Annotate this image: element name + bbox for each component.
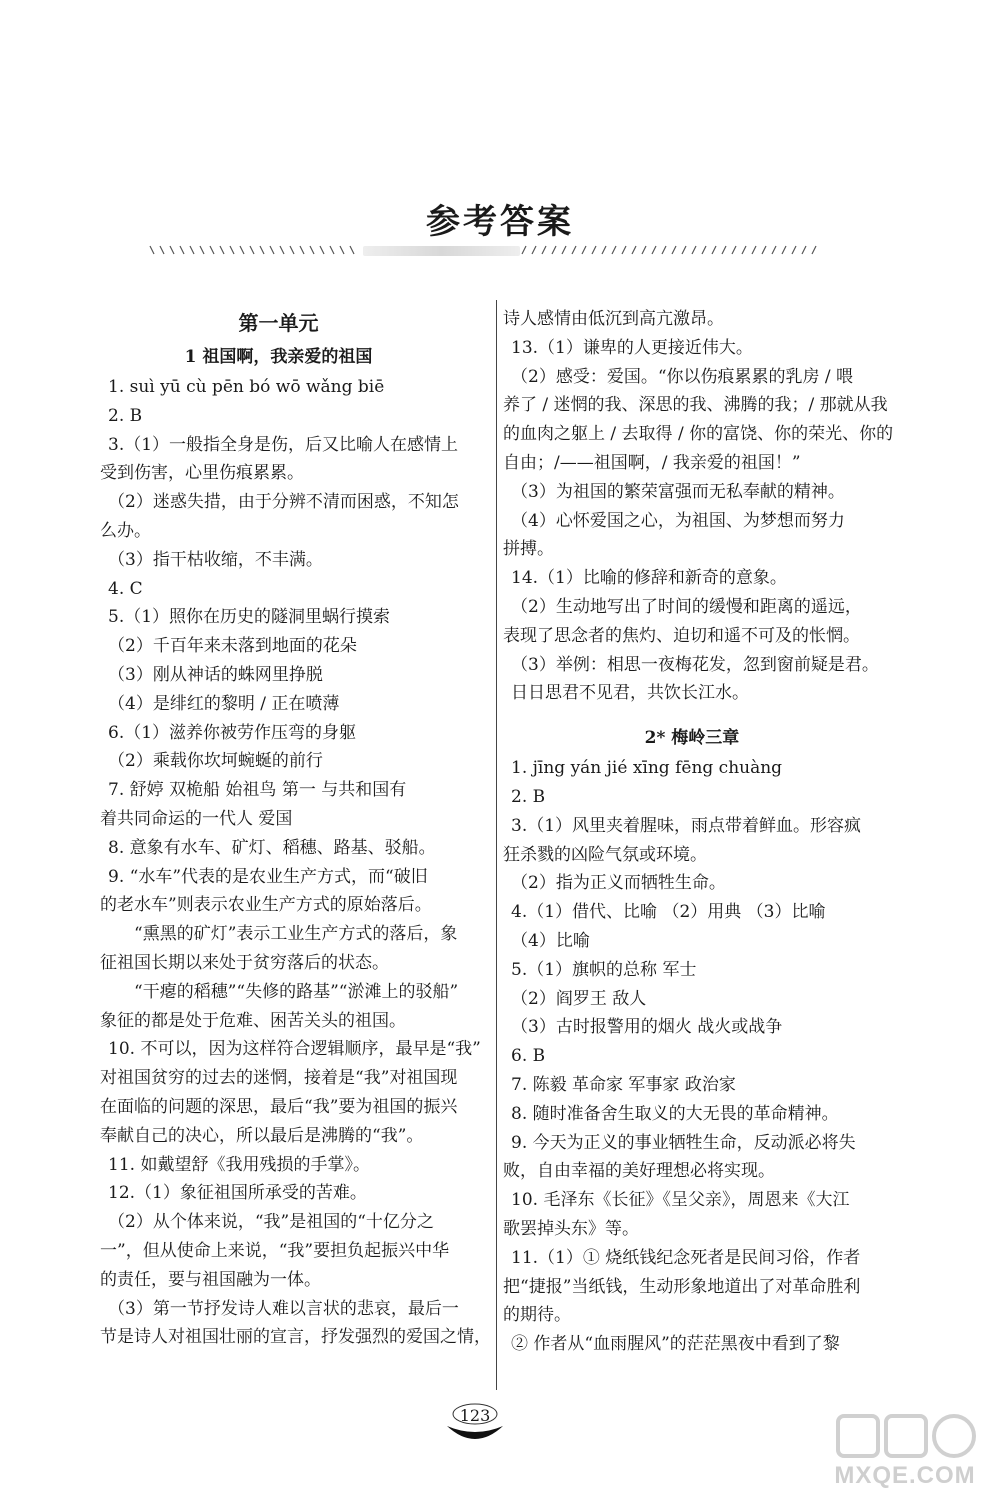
answer-line: （2）千百年来未落到地面的花朵 xyxy=(108,636,357,657)
watermark-text: MXQE.COM xyxy=(834,1462,976,1489)
answer-line: （2）迷惑失措，由于分辨不清而困惑，不知怎 xyxy=(108,492,459,513)
page-number: 123 xyxy=(459,1406,491,1425)
answer-line: 1. suì yū cù pēn bó wō wǎng biē xyxy=(108,377,385,397)
page-title: 参考答案 xyxy=(426,202,574,242)
answer-line: 11. 如戴望舒《我用残损的手掌》。 xyxy=(108,1154,370,1175)
watermark-logo xyxy=(830,1410,980,1490)
answer-line: （2）阎罗王 敌人 xyxy=(511,988,647,1009)
answer-line: 3.（1）风里夹着腥味，雨点带着鲜血。形容疯 xyxy=(511,815,862,836)
answer-line: 在面临的问题的深思，最后“我”要为祖国的振兴 xyxy=(100,1096,458,1117)
left-answer-column xyxy=(100,305,491,1352)
answer-line: 2. B xyxy=(511,786,546,807)
answer-line: 1. jīng yán jié xīng fēng chuàng xyxy=(511,758,783,779)
answer-line: 把“捷报”当纸钱，生动形象地道出了对革命胜利 xyxy=(503,1276,861,1297)
answer-line: （3）古时报警用的烟火 战火或战争 xyxy=(511,1017,783,1038)
column-divider xyxy=(496,300,497,1390)
answer-line: 受到伤害，心里伤痕累累。 xyxy=(100,463,304,484)
answer-line: （4）比喻 xyxy=(511,930,590,951)
answer-line: 拼搏。 xyxy=(503,539,554,560)
answer-line: 10. 毛泽东《长征》《呈父亲》，周恩来《大江 xyxy=(511,1190,850,1211)
answer-line: 的责任，要与祖国融为一体。 xyxy=(100,1269,321,1290)
answer-line: 4. C xyxy=(108,578,143,599)
answer-line: 么办。 xyxy=(100,520,151,541)
answer-line: 奉献自己的决心，所以最后是沸腾的“我”。 xyxy=(100,1125,424,1146)
answer-line: 养了 / 迷惘的我、深思的我、沸腾的我；/ 那就从我 xyxy=(503,395,888,416)
answer-line: 8. 随时准备舍生取义的大无畏的革命精神。 xyxy=(511,1103,839,1124)
answer-line: 的血肉之躯上 / 去取得 / 你的富饶、你的荣光、你的 xyxy=(503,424,894,445)
answer-line: 6. B xyxy=(511,1046,546,1067)
answer-line: 象征的都是处于危难、困苦关头的祖国。 xyxy=(100,1010,406,1031)
title-decoration-band xyxy=(363,246,520,256)
answer-line: 一”，但从使命上来说，“我”要担负起振兴中华 xyxy=(100,1240,450,1261)
answer-line: 的期待。 xyxy=(503,1305,571,1326)
spacer xyxy=(503,708,881,722)
title-decoration-right xyxy=(520,244,820,256)
answer-line: 7. 舒婷 双桅船 始祖鸟 第一 与共和国有 xyxy=(108,780,407,801)
answer-line: （2）感受：爱国。“你以伤痕累累的乳房 / 喂 xyxy=(511,366,854,387)
answer-line: 9. “水车”代表的是农业生产方式，而“破旧 xyxy=(108,866,428,887)
answer-line: 10. 不可以，因为这样符合逻辑顺序，最早是“我” xyxy=(108,1039,481,1060)
answer-line: （2）乘载你坎坷蜿蜒的前行 xyxy=(108,751,323,772)
section-heading: 2* 梅岭三章 xyxy=(644,728,740,749)
section-heading: 1 祖国啊，我亲爱的祖国 xyxy=(184,347,373,367)
answer-line: 6.（1）滋养你被劳作压弯的身躯 xyxy=(108,722,357,743)
page-number-badge xyxy=(435,1402,515,1446)
answer-line: 11.（1）① 烧纸钱纪念死者是民间习俗，作者 xyxy=(511,1247,861,1268)
answer-line: （3）为祖国的繁荣富强而无私奉献的精神。 xyxy=(511,481,845,502)
answer-line: “干瘪的稻穗”“失修的路基”“淤滩上的驳船” xyxy=(134,981,459,1002)
answer-line: （4）心怀爱国之心，为祖国、为梦想而努力 xyxy=(511,510,845,531)
answer-line: （2）指为正义而牺牲生命。 xyxy=(511,873,726,894)
answer-line: 狂杀戮的凶险气氛或环境。 xyxy=(503,844,707,865)
answer-line: 2. B xyxy=(108,405,143,426)
answer-line: （4）是绯红的黎明 / 正在喷薄 xyxy=(108,693,340,714)
answer-line: （2）从个体来说，“我”是祖国的“十亿分之 xyxy=(108,1212,434,1233)
answer-line: （3）第一节抒发诗人难以言状的悲哀，最后一 xyxy=(108,1298,459,1319)
answer-line: （3）刚从神话的蛛网里挣脱 xyxy=(108,664,323,685)
answer-line: 5.（1）照你在历史的隧洞里蜗行摸索 xyxy=(108,607,391,628)
watermark-glyph xyxy=(830,1410,980,1462)
answer-line: （3）指干枯收缩，不丰满。 xyxy=(108,549,323,570)
answer-line: 的老水车”则表示农业生产方式的原始落后。 xyxy=(100,895,432,916)
answer-line: ② 作者从“血雨腥风”的茫茫黑夜中看到了黎 xyxy=(511,1334,840,1355)
answer-line: 4.（1）借代、比喻 （2）用典 （3）比喻 xyxy=(511,902,826,923)
answer-line: 12.（1）象征祖国所承受的苦难。 xyxy=(108,1183,367,1204)
answer-line: 9. 今天为正义的事业牺牲生命，反动派必将失 xyxy=(511,1132,856,1153)
answer-line: 自由；/——祖国啊，/ 我亲爱的祖国！” xyxy=(503,452,801,473)
answer-line: 表现了思念者的焦灼、迫切和遥不可及的怅惘。 xyxy=(503,625,860,646)
unit-heading: 第一单元 xyxy=(238,311,319,335)
answer-line: “熏黑的矿灯”表示工业生产方式的落后，象 xyxy=(134,924,458,945)
answer-line: 日日思君不见君，共饮长江水。 xyxy=(511,683,749,704)
answer-line: 13.（1）谦卑的人更接近伟大。 xyxy=(511,337,753,358)
right-answer-column xyxy=(503,305,894,1359)
answer-line: 节是诗人对祖国壮丽的宣言，抒发强烈的爱国之情， xyxy=(100,1327,491,1348)
answer-line: 3.（1）一般指全身是伤，后又比喻人在感情上 xyxy=(108,434,459,455)
answer-line: 征祖国长期以来处于贫穷落后的状态。 xyxy=(100,952,389,973)
answer-line: 败，自由幸福的美好理想必将实现。 xyxy=(503,1161,775,1182)
answer-line: 诗人感情由低沉到高亢激昂。 xyxy=(503,309,724,329)
answer-line: （2）生动地写出了时间的缓慢和距离的遥远， xyxy=(511,596,862,617)
answer-line: 7. 陈毅 革命家 军事家 政治家 xyxy=(511,1074,736,1095)
answer-line: 对祖国贫穷的过去的迷惘，接着是“我”对祖国现 xyxy=(100,1068,458,1089)
answer-line: 5.（1）旗帜的总称 军士 xyxy=(511,959,697,980)
answer-line: 14.（1）比喻的修辞和新奇的意象。 xyxy=(511,568,787,589)
answer-line: （3）举例：相思一夜梅花发，忽到窗前疑是君。 xyxy=(511,654,879,675)
answer-line: 着共同命运的一代人 爱国 xyxy=(100,808,293,829)
answer-line: 歌罢掉头东》等。 xyxy=(503,1218,639,1239)
answer-line: 8. 意象有水车、矿灯、稻穗、路基、驳船。 xyxy=(108,837,436,858)
title-decoration-left xyxy=(148,244,363,256)
